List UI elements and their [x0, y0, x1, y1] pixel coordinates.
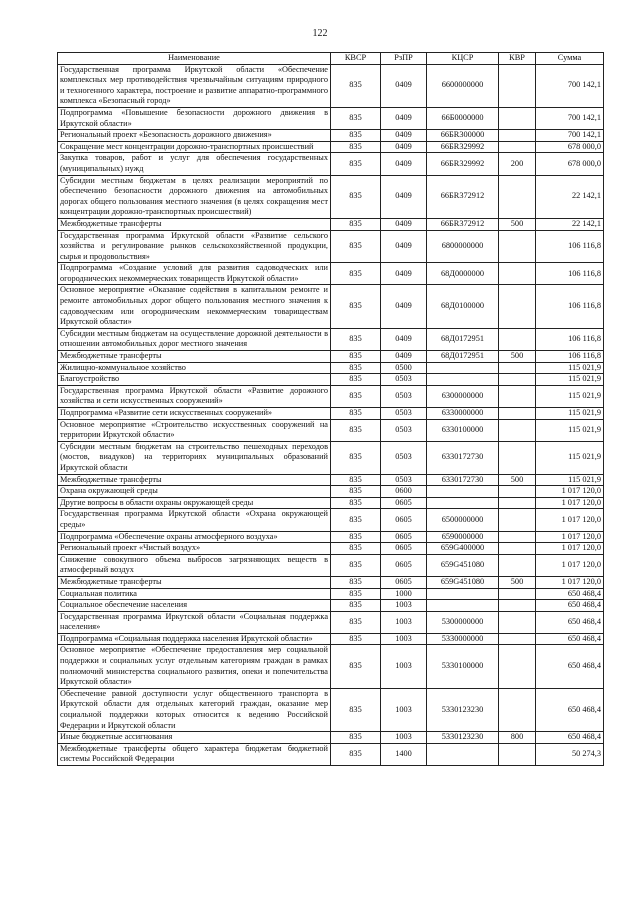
row-sum-cell: 115 021,9 [536, 408, 604, 420]
table-row [58, 441, 604, 474]
row-kcsr-cell: 68Д0172951 [427, 351, 499, 363]
table-row [58, 474, 604, 486]
row-kvr-cell [499, 543, 536, 555]
row-kvsr-cell: 835 [331, 743, 381, 765]
row-name-cell: Государственная программа Иркутской области «Обеспечение комплексных мер противодействия чрезвычайным ситуациям природного и техногенного характера, построение и развитие аппаратно-программного комплекса «Безопасный город» [58, 64, 331, 107]
table-body [58, 64, 604, 765]
row-kvr-cell [499, 385, 536, 407]
table-row [58, 64, 604, 107]
row-sum-cell: 700 142,1 [536, 107, 604, 129]
row-rzpr-cell: 0409 [381, 328, 427, 350]
table-row [58, 218, 604, 230]
column-header-name: Наименование [58, 53, 331, 65]
row-kcsr-cell: 6600000000 [427, 64, 499, 107]
row-kvr-cell: 500 [499, 474, 536, 486]
row-rzpr-cell: 1003 [381, 688, 427, 731]
table-row [58, 374, 604, 386]
row-name-cell: Подпрограмма «Обеспечение охраны атмосферного воздуха» [58, 531, 331, 543]
row-kvsr-cell: 835 [331, 419, 381, 441]
table-row [58, 486, 604, 498]
row-rzpr-cell: 0409 [381, 230, 427, 263]
row-kcsr-cell: 5300000000 [427, 611, 499, 633]
row-kcsr-cell: 68Д0172951 [427, 328, 499, 350]
row-sum-cell: 650 468,4 [536, 611, 604, 633]
row-rzpr-cell: 1400 [381, 743, 427, 765]
row-kvsr-cell: 835 [331, 645, 381, 688]
row-name-cell: Государственная программа Иркутской области «Развитие дорожного хозяйства и сети искусственных сооружений» [58, 385, 331, 407]
row-rzpr-cell: 1003 [381, 633, 427, 645]
row-kvr-cell [499, 588, 536, 600]
row-kcsr-cell [427, 588, 499, 600]
table-row [58, 141, 604, 153]
row-kvsr-cell: 835 [331, 441, 381, 474]
row-kcsr-cell [427, 374, 499, 386]
row-rzpr-cell: 0503 [381, 419, 427, 441]
row-kcsr-cell: 66БR300000 [427, 130, 499, 142]
row-kvr-cell [499, 497, 536, 509]
row-kvsr-cell: 835 [331, 351, 381, 363]
row-rzpr-cell: 1003 [381, 645, 427, 688]
row-kcsr-cell [427, 497, 499, 509]
row-sum-cell: 22 142,1 [536, 175, 604, 218]
row-kvsr-cell: 835 [331, 328, 381, 350]
row-name-cell: Благоустройство [58, 374, 331, 386]
row-kvr-cell [499, 230, 536, 263]
row-sum-cell: 1 017 120,0 [536, 497, 604, 509]
table-row [58, 743, 604, 765]
row-rzpr-cell: 1000 [381, 588, 427, 600]
table-row [58, 175, 604, 218]
table-row [58, 419, 604, 441]
row-kvsr-cell: 835 [331, 263, 381, 285]
row-kcsr-cell [427, 362, 499, 374]
row-name-cell: Охрана окружающей среды [58, 486, 331, 498]
row-kcsr-cell: 66БR329992 [427, 141, 499, 153]
row-kcsr-cell: 66БR329992 [427, 153, 499, 175]
row-name-cell: Подпрограмма «Повышение безопасности дорожного движения в Иркутской области» [58, 107, 331, 129]
row-name-cell: Снижение совокупного объема выбросов загрязняющих веществ в атмосферный воздух [58, 554, 331, 576]
row-sum-cell: 678 000,0 [536, 153, 604, 175]
row-kvsr-cell: 835 [331, 732, 381, 744]
row-kvsr-cell: 835 [331, 408, 381, 420]
table-row [58, 351, 604, 363]
row-name-cell: Межбюджетные трансферты общего характера бюджетам бюджетной системы Российской Федерации [58, 743, 331, 765]
row-name-cell: Иные бюджетные ассигнования [58, 732, 331, 744]
row-sum-cell: 115 021,9 [536, 385, 604, 407]
row-sum-cell: 1 017 120,0 [536, 554, 604, 576]
row-name-cell: Основное мероприятие «Строительство искусственных сооружений на территории Иркутской области» [58, 419, 331, 441]
row-name-cell: Жилищно-коммунальное хозяйство [58, 362, 331, 374]
row-kvsr-cell: 835 [331, 153, 381, 175]
row-name-cell: Государственная программа Иркутской области «Социальная поддержка населения» [58, 611, 331, 633]
table-row [58, 531, 604, 543]
row-kvr-cell: 200 [499, 153, 536, 175]
column-header-rzpr: РзПР [381, 53, 427, 65]
row-kcsr-cell: 5330100000 [427, 645, 499, 688]
row-kcsr-cell: 6330172730 [427, 474, 499, 486]
row-kcsr-cell: 68Д0000000 [427, 263, 499, 285]
row-kvr-cell [499, 600, 536, 612]
row-rzpr-cell: 0605 [381, 497, 427, 509]
row-kcsr-cell: 66БR372912 [427, 175, 499, 218]
row-kvr-cell [499, 328, 536, 350]
row-kcsr-cell: 6330100000 [427, 419, 499, 441]
row-name-cell: Обеспечение равной доступности услуг общественного транспорта в Иркутской области для отдельных категорий граждан, оказание мер социальной поддержки которых относится к ведению Российской Федерации и Иркутской области [58, 688, 331, 731]
row-name-cell: Государственная программа Иркутской области «Развитие сельского хозяйства и регулирование рынков сельскохозяйственной продукции, сырья и продовольствия» [58, 230, 331, 263]
row-kcsr-cell: 6330000000 [427, 408, 499, 420]
row-kvr-cell [499, 408, 536, 420]
row-kvr-cell [499, 175, 536, 218]
row-kvsr-cell: 835 [331, 362, 381, 374]
row-name-cell: Межбюджетные трансферты [58, 351, 331, 363]
row-kvsr-cell: 835 [331, 218, 381, 230]
row-rzpr-cell: 0409 [381, 130, 427, 142]
row-name-cell: Социальное обеспечение населения [58, 600, 331, 612]
row-kcsr-cell: 5330000000 [427, 633, 499, 645]
row-name-cell: Межбюджетные трансферты [58, 474, 331, 486]
row-kcsr-cell: 659G451080 [427, 576, 499, 588]
row-kvsr-cell: 835 [331, 486, 381, 498]
row-sum-cell: 1 017 120,0 [536, 531, 604, 543]
row-name-cell: Закупка товаров, работ и услуг для обеспечения государственных (муниципальных) нужд [58, 153, 331, 175]
row-kvr-cell [499, 743, 536, 765]
row-kvr-cell [499, 419, 536, 441]
row-kvsr-cell: 835 [331, 285, 381, 328]
row-sum-cell: 106 116,8 [536, 230, 604, 263]
table-row [58, 362, 604, 374]
row-rzpr-cell: 0503 [381, 441, 427, 474]
row-kvsr-cell: 835 [331, 611, 381, 633]
table-row [58, 554, 604, 576]
row-sum-cell: 650 468,4 [536, 688, 604, 731]
table-row [58, 497, 604, 509]
row-kvsr-cell: 835 [331, 576, 381, 588]
row-kvr-cell [499, 285, 536, 328]
row-name-cell: Сокращение мест концентрации дорожно-транспортных происшествий [58, 141, 331, 153]
row-sum-cell: 650 468,4 [536, 732, 604, 744]
row-rzpr-cell: 1003 [381, 600, 427, 612]
row-kvsr-cell: 835 [331, 374, 381, 386]
row-rzpr-cell: 0605 [381, 543, 427, 555]
row-sum-cell: 106 116,8 [536, 351, 604, 363]
row-kcsr-cell: 66БR372912 [427, 218, 499, 230]
row-kvsr-cell: 835 [331, 64, 381, 107]
row-kcsr-cell: 6590000000 [427, 531, 499, 543]
row-rzpr-cell: 0503 [381, 408, 427, 420]
row-sum-cell: 650 468,4 [536, 645, 604, 688]
table-header-row [58, 53, 604, 65]
row-kvsr-cell: 835 [331, 130, 381, 142]
row-kvsr-cell: 835 [331, 230, 381, 263]
row-name-cell: Основное мероприятие «Обеспечение предоставления мер социальной поддержки и социальных услуг отдельным категориям граждан в рамках полномочий министерства социального развития, опеки и попечительства Иркутской области» [58, 645, 331, 688]
table-row [58, 130, 604, 142]
page-number: 122 [312, 28, 328, 39]
row-name-cell: Социальная политика [58, 588, 331, 600]
row-kvsr-cell: 835 [331, 141, 381, 153]
row-sum-cell: 1 017 120,0 [536, 486, 604, 498]
row-rzpr-cell: 0409 [381, 107, 427, 129]
row-sum-cell: 115 021,9 [536, 362, 604, 374]
row-rzpr-cell: 0605 [381, 531, 427, 543]
table-row [58, 328, 604, 350]
row-name-cell: Основное мероприятие «Оказание содействия в капитальном ремонте и ремонте автомобильных дорог общего пользования местного значения к садоводческим или огородническим некоммерческим товариществам Иркутской области» [58, 285, 331, 328]
row-rzpr-cell: 0409 [381, 351, 427, 363]
row-sum-cell: 650 468,4 [536, 588, 604, 600]
row-kvsr-cell: 835 [331, 588, 381, 600]
table-row [58, 107, 604, 129]
row-name-cell: Субсидии местным бюджетам на осуществление дорожной деятельности в отношении автомобильных дорог местного значения [58, 328, 331, 350]
row-kvr-cell [499, 107, 536, 129]
row-kvr-cell: 500 [499, 576, 536, 588]
table-row [58, 263, 604, 285]
row-kvr-cell [499, 64, 536, 107]
row-kvsr-cell: 835 [331, 497, 381, 509]
row-kcsr-cell: 6300000000 [427, 385, 499, 407]
row-sum-cell: 50 274,3 [536, 743, 604, 765]
row-rzpr-cell: 0409 [381, 153, 427, 175]
row-kvr-cell [499, 611, 536, 633]
row-kvr-cell [499, 531, 536, 543]
row-kvr-cell [499, 645, 536, 688]
row-kvr-cell [499, 509, 536, 531]
row-sum-cell: 1 017 120,0 [536, 576, 604, 588]
row-rzpr-cell: 0409 [381, 285, 427, 328]
row-kvr-cell [499, 362, 536, 374]
row-rzpr-cell: 0600 [381, 486, 427, 498]
column-header-kvsr: КВСР [331, 53, 381, 65]
row-name-cell: Региональный проект «Безопасность дорожного движения» [58, 130, 331, 142]
row-sum-cell: 700 142,1 [536, 130, 604, 142]
budget-table [57, 52, 604, 766]
row-kvsr-cell: 835 [331, 509, 381, 531]
row-kvr-cell [499, 441, 536, 474]
row-kvsr-cell: 835 [331, 385, 381, 407]
table-row [58, 285, 604, 328]
table-row [58, 543, 604, 555]
table-row [58, 408, 604, 420]
row-rzpr-cell: 0500 [381, 362, 427, 374]
row-rzpr-cell: 0409 [381, 175, 427, 218]
row-kcsr-cell [427, 600, 499, 612]
row-kcsr-cell [427, 743, 499, 765]
row-name-cell: Межбюджетные трансферты [58, 218, 331, 230]
row-kvr-cell: 500 [499, 218, 536, 230]
table-row [58, 611, 604, 633]
row-kvr-cell [499, 554, 536, 576]
row-kvr-cell [499, 633, 536, 645]
row-kvr-cell [499, 374, 536, 386]
row-sum-cell: 650 468,4 [536, 633, 604, 645]
row-rzpr-cell: 0409 [381, 263, 427, 285]
row-sum-cell: 1 017 120,0 [536, 509, 604, 531]
row-kvr-cell: 800 [499, 732, 536, 744]
row-kvr-cell: 500 [499, 351, 536, 363]
row-rzpr-cell: 0409 [381, 141, 427, 153]
row-rzpr-cell: 0605 [381, 576, 427, 588]
row-name-cell: Региональный проект «Чистый воздух» [58, 543, 331, 555]
column-header-kcsr: КЦСР [427, 53, 499, 65]
row-name-cell: Субсидии местным бюджетам в целях реализации мероприятий по обеспечению безопасности дорожного движения на автомобильных дорогах общего пользования местного значения (в целях сокращения мест концентрации дорожно-транспортных происшествий) [58, 175, 331, 218]
row-sum-cell: 115 021,9 [536, 374, 604, 386]
row-sum-cell: 115 021,9 [536, 441, 604, 474]
row-kcsr-cell: 6330172730 [427, 441, 499, 474]
row-name-cell: Другие вопросы в области охраны окружающей среды [58, 497, 331, 509]
row-kvsr-cell: 835 [331, 688, 381, 731]
table-row [58, 633, 604, 645]
table-row [58, 588, 604, 600]
row-rzpr-cell: 0503 [381, 474, 427, 486]
row-name-cell: Подпрограмма «Социальная поддержка населения Иркутской области» [58, 633, 331, 645]
row-sum-cell: 650 468,4 [536, 600, 604, 612]
table-row [58, 732, 604, 744]
row-kvr-cell [499, 486, 536, 498]
row-kvr-cell [499, 688, 536, 731]
table-row [58, 688, 604, 731]
row-kvsr-cell: 835 [331, 175, 381, 218]
row-sum-cell: 22 142,1 [536, 218, 604, 230]
table-row [58, 509, 604, 531]
row-kvsr-cell: 835 [331, 531, 381, 543]
row-sum-cell: 700 142,1 [536, 64, 604, 107]
row-kcsr-cell: 68Д0100000 [427, 285, 499, 328]
row-sum-cell: 115 021,9 [536, 474, 604, 486]
row-rzpr-cell: 0503 [381, 374, 427, 386]
row-rzpr-cell: 0503 [381, 385, 427, 407]
column-header-kvr: КВР [499, 53, 536, 65]
column-header-sum: Сумма [536, 53, 604, 65]
row-kcsr-cell: 659G451080 [427, 554, 499, 576]
row-kvsr-cell: 835 [331, 633, 381, 645]
row-kvsr-cell: 835 [331, 600, 381, 612]
row-kvr-cell [499, 141, 536, 153]
row-kcsr-cell: 5330123230 [427, 688, 499, 731]
row-name-cell: Субсидии местным бюджетам на строительство пешеходных переходов (мостов, виадуков) на территориях муниципальных образований Иркутской области [58, 441, 331, 474]
row-kcsr-cell: 6800000000 [427, 230, 499, 263]
table-row [58, 576, 604, 588]
table-row [58, 230, 604, 263]
row-sum-cell: 115 021,9 [536, 419, 604, 441]
table-row [58, 600, 604, 612]
row-name-cell: Государственная программа Иркутской области «Охрана окружающей среды» [58, 509, 331, 531]
row-kcsr-cell: 659G400000 [427, 543, 499, 555]
table-row [58, 645, 604, 688]
row-kvsr-cell: 835 [331, 543, 381, 555]
row-sum-cell: 106 116,8 [536, 285, 604, 328]
row-kvr-cell [499, 263, 536, 285]
row-kvsr-cell: 835 [331, 554, 381, 576]
row-rzpr-cell: 0409 [381, 64, 427, 107]
row-sum-cell: 678 000,0 [536, 141, 604, 153]
row-rzpr-cell: 0605 [381, 554, 427, 576]
row-sum-cell: 106 116,8 [536, 328, 604, 350]
table-row [58, 385, 604, 407]
row-kcsr-cell: 5330123230 [427, 732, 499, 744]
row-name-cell: Межбюджетные трансферты [58, 576, 331, 588]
row-kvr-cell [499, 130, 536, 142]
row-kcsr-cell: 66Б0000000 [427, 107, 499, 129]
row-rzpr-cell: 1003 [381, 611, 427, 633]
row-sum-cell: 106 116,8 [536, 263, 604, 285]
row-rzpr-cell: 1003 [381, 732, 427, 744]
row-kvsr-cell: 835 [331, 107, 381, 129]
row-kcsr-cell: 6500000000 [427, 509, 499, 531]
row-kcsr-cell [427, 486, 499, 498]
row-rzpr-cell: 0605 [381, 509, 427, 531]
row-name-cell: Подпрограмма «Создание условий для развития садоводческих или огороднических некоммерческих товариществ Иркутской области» [58, 263, 331, 285]
table-row [58, 153, 604, 175]
row-kvsr-cell: 835 [331, 474, 381, 486]
row-name-cell: Подпрограмма «Развитие сети искусственных сооружений» [58, 408, 331, 420]
row-sum-cell: 1 017 120,0 [536, 543, 604, 555]
row-rzpr-cell: 0409 [381, 218, 427, 230]
